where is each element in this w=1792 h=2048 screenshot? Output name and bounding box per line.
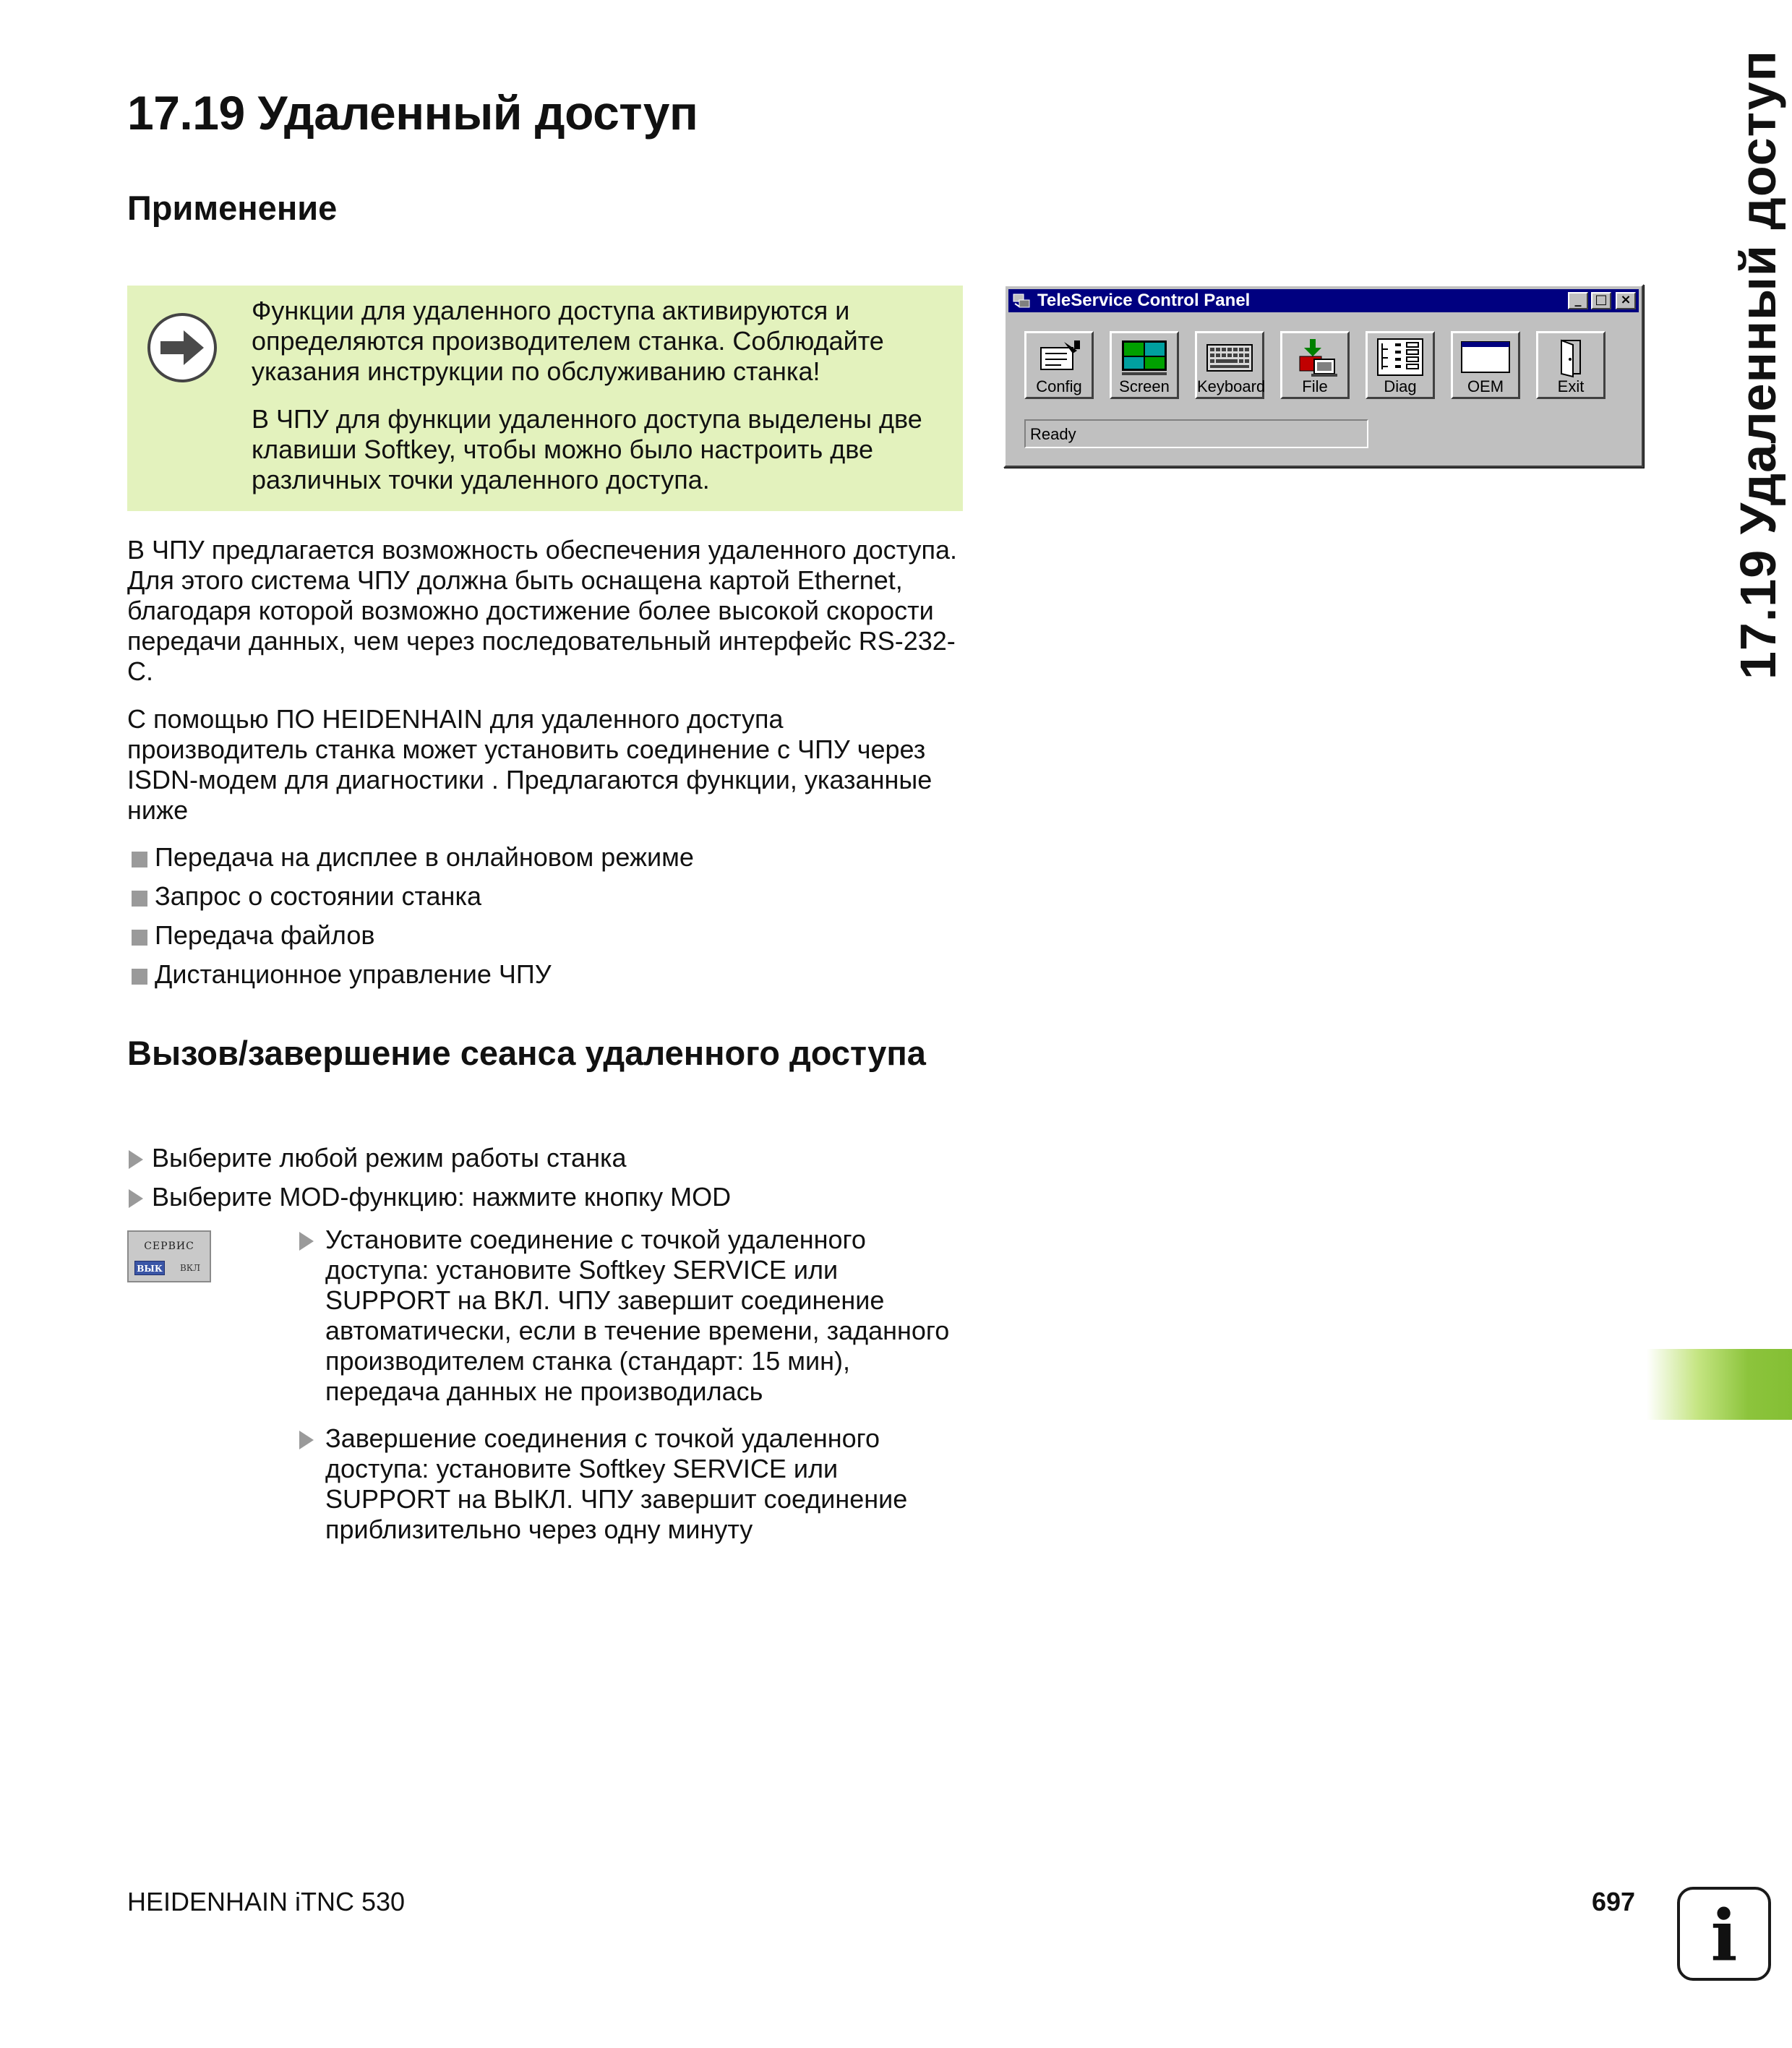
square-bullet-icon xyxy=(132,930,147,946)
section-heading-application: Применение xyxy=(127,189,338,227)
triangle-bullet-icon xyxy=(299,1232,314,1251)
square-bullet-icon xyxy=(132,969,147,985)
keyboard-button[interactable]: Keyboard xyxy=(1195,331,1264,399)
footer-product: HEIDENHAIN iTNC 530 xyxy=(127,1887,406,1916)
feature-list-item: Запрос о состоянии станка xyxy=(127,881,481,912)
window-titlebar xyxy=(1008,289,1639,312)
feature-list-item: Передача файлов xyxy=(127,920,374,951)
service-softkey[interactable] xyxy=(127,1230,211,1282)
oem-window-icon xyxy=(1460,338,1511,378)
status-bar xyxy=(1024,419,1368,448)
softkey-off-label: ВКЛ xyxy=(179,1263,201,1273)
section-heading-session: Вызов/завершение сеанса удаленного доступа xyxy=(127,1034,926,1072)
file-button[interactable]: File xyxy=(1280,331,1350,399)
substep-connect: Установите соединение с точкой удаленного доступа: установите Softkey SERVICE или SUPPORT на ВКЛ. ЧПУ завершит соединение автоматически, если в течение времени, заданного производителем станка (стандарт: 15 мин), передача данных не производилась xyxy=(299,1225,950,1407)
diag-icon xyxy=(1375,338,1426,378)
screen-icon xyxy=(1119,338,1170,378)
note-paragraph-2: В ЧПУ для функции удаленного доступа выделены две клавиши Softkey, чтобы можно было настроить две различных точки удаленного доступа. xyxy=(252,404,922,494)
exit-door-icon xyxy=(1546,338,1596,378)
note-paragraph-1: Функции для удаленного доступа активируются и определяются производителем станка. Соблюдайте указания инструкции по обслуживанию станка! xyxy=(252,296,884,386)
triangle-bullet-icon xyxy=(299,1431,314,1449)
triangle-bullet-icon xyxy=(129,1150,143,1169)
page-title: 17.19 Удаленный доступ xyxy=(127,86,698,140)
body-paragraph-1: В ЧПУ предлагается возможность обеспечения удаленного доступа. Для этого система ЧПУ должна быть оснащена картой Ethernet, благодаря которой возможно достижение более высокой скорости передачи данных, чем через последовательный интерфейс RS-232-C. xyxy=(127,535,958,686)
maximize-button[interactable]: □ xyxy=(1591,292,1611,309)
svg-text:i: i xyxy=(1710,1894,1738,1978)
minimize-button[interactable]: _ xyxy=(1568,292,1588,309)
info-icon xyxy=(1677,1887,1771,1981)
side-chapter-title: 17.19 Удаленный доступ xyxy=(1730,50,1786,680)
step-item: Выберите MOD-функцию: нажмите кнопку MOD xyxy=(129,1182,967,1212)
square-bullet-icon xyxy=(132,852,147,867)
manufacturer-note-box xyxy=(127,286,963,511)
window-title: TeleService Control Panel xyxy=(1037,291,1251,310)
feature-list-item: Дистанционное управление ЧПУ xyxy=(127,959,552,990)
chapter-thumb-tab xyxy=(1647,1349,1792,1420)
oem-button[interactable]: OEM xyxy=(1451,331,1520,399)
teleservice-app-icon xyxy=(1013,293,1030,309)
diag-button[interactable]: Diag xyxy=(1366,331,1435,399)
config-button[interactable]: Config xyxy=(1024,331,1094,399)
screen-button[interactable]: Screen xyxy=(1110,331,1179,399)
triangle-bullet-icon xyxy=(129,1189,143,1208)
status-text: Ready xyxy=(1030,425,1076,443)
step-item: Выберите любой режим работы станка xyxy=(129,1143,967,1173)
teleservice-window xyxy=(1003,284,1644,468)
info-i-glyph xyxy=(1680,1890,1768,1978)
square-bullet-icon xyxy=(132,891,147,907)
keyboard-icon xyxy=(1204,338,1255,378)
body-paragraph-2: С помощью ПО HEIDENHAIN для удаленного доступа производитель станка может установить соединение с ЧПУ через ISDN-модем для диагностики . Предлагаются функции, указанные ниже xyxy=(127,704,933,825)
config-icon xyxy=(1034,338,1084,378)
softkey-top-label: СЕРВИС xyxy=(144,1241,194,1252)
page-number: 697 xyxy=(1592,1887,1636,1916)
arrow-right-icon xyxy=(146,312,218,384)
exit-button[interactable]: Exit xyxy=(1536,331,1605,399)
file-transfer-icon xyxy=(1290,338,1340,378)
feature-list-item: Передача на дисплее в онлайновом режиме xyxy=(127,841,694,873)
softkey-on-label: ВЫК xyxy=(134,1261,165,1275)
substep-disconnect: Завершение соединения с точкой удаленного доступа: установите Softkey SERVICE или SUPPORT на ВЫКЛ. ЧПУ завершит соединение приблизительно через одну минуту xyxy=(299,1423,950,1545)
close-button[interactable]: × xyxy=(1616,292,1636,309)
